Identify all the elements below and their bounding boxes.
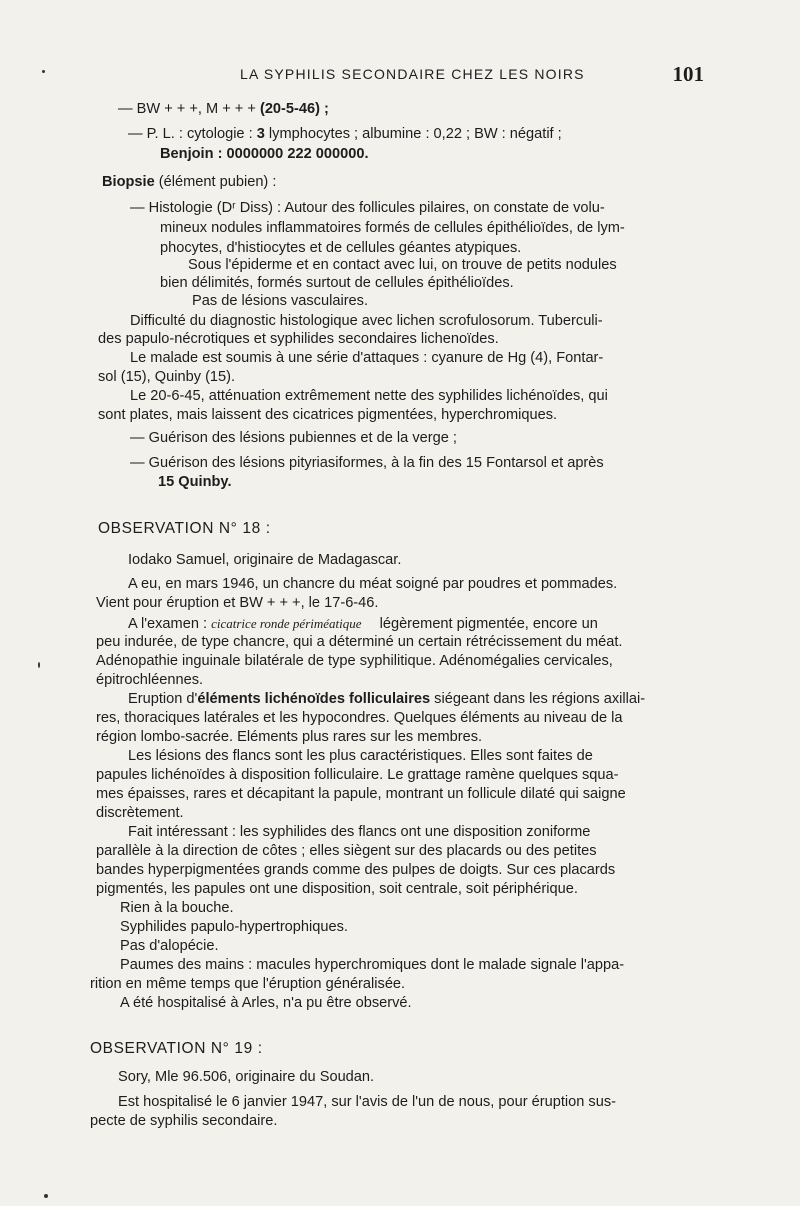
histo-line: mineux nodules inflammatoires formés de cellules épithélioïdes, de lym-: [160, 220, 625, 236]
body-line: — Guérison des lésions pityriasiformes, à la fin des 15 Fontarsol et après: [130, 455, 604, 471]
obs18-line: Les lésions des flancs sont les plus caractéristiques. Elles sont faites de: [128, 748, 593, 764]
obs18-line: mes épaisses, rares et décapitant la papule, montrant un follicule dilaté qui saigne: [96, 786, 626, 802]
obs18-line: Pas d'alopécie.: [120, 938, 219, 954]
body-line: Le malade est soumis à une série d'attaques : cyanure de Hg (4), Fontar-: [130, 350, 604, 366]
obs18-line: pigmentés, les papules ont une disposition, soit centrale, soit périphérique.: [96, 881, 578, 897]
histo-line: — Histologie (Dʳ Diss) : Autour des follicules pilaires, on constate de volu-: [130, 200, 605, 216]
obs18-line: Rien à la bouche.: [120, 900, 234, 916]
observation-18-heading: OBSERVATION N° 18 :: [98, 520, 271, 537]
obs18-line: Vient pour éruption et BW + + +, le 17-6-46.: [96, 595, 379, 611]
obs18-line: A eu, en mars 1946, un chancre du méat soigné par poudres et pommades.: [128, 576, 618, 592]
obs18-line: Paumes des mains : macules hyperchromiques dont le malade signale l'appa-: [120, 957, 625, 973]
obs19-line: Est hospitalisé le 6 janvier 1947, sur l'avis de l'un de nous, pour éruption sus-: [118, 1094, 616, 1110]
obs18-line: Fait intéressant : les syphilides des flancs ont une disposition zoniforme: [128, 824, 591, 840]
histo-line: phocytes, d'histiocytes et de cellules géantes atypiques.: [160, 240, 522, 256]
scan-speck: [44, 1194, 48, 1198]
scan-speck: [42, 70, 45, 73]
running-head: LA SYPHILIS SECONDAIRE CHEZ LES NOIRS: [240, 66, 585, 82]
obs18-line: papules lichénoïdes à disposition folliculaire. Le grattage ramène quelques squa-: [96, 767, 619, 783]
body-line: sol (15), Quinby (15).: [98, 369, 236, 385]
obs18-line: discrètement.: [96, 805, 184, 821]
bw-line: — BW + + +, M + + + (20-5-46) ;: [118, 101, 329, 117]
histo-line: Sous l'épiderme et en contact avec lui, on trouve de petits nodules: [188, 257, 617, 273]
observation-19-heading: OBSERVATION N° 19 :: [90, 1040, 263, 1057]
body-line: Difficulté du diagnostic histologique avec lichen scrofulosorum. Tuberculi-: [130, 313, 603, 329]
obs18-line: Eruption d'éléments lichénoïdes folliculaires siégeant dans les régions axillai-: [128, 691, 646, 707]
page-number: 101: [672, 62, 704, 86]
obs19-line: pecte de syphilis secondaire.: [90, 1113, 278, 1129]
body-line: — Guérison des lésions pubiennes et de la verge ;: [130, 430, 457, 446]
histo-line: bien délimités, formés surtout de cellules épithélioïdes.: [160, 275, 514, 291]
scan-speck: [38, 662, 40, 668]
obs19-line: Sory, Mle 96.506, originaire du Soudan.: [118, 1069, 375, 1085]
obs18-line: peu indurée, de type chancre, qui a déterminé un certain rétrécissement du méat.: [96, 634, 623, 650]
bold-phrase: éléments lichénoïdes folliculaires: [197, 691, 431, 707]
obs18-line: épitrochléennes.: [96, 672, 204, 688]
obs18-line: res, thoraciques latérales et les hypocondres. Quelques éléments au niveau de la: [96, 710, 623, 726]
obs18-line: Iodako Samuel, originaire de Madagascar.: [128, 552, 402, 568]
obs18-line: Syphilides papulo-hypertrophiques.: [120, 919, 348, 935]
body-line: 15 Quinby.: [158, 474, 232, 490]
histo-line: Pas de lésions vasculaires.: [192, 293, 369, 309]
obs18-line: rition en même temps que l'éruption généralisée.: [90, 976, 406, 992]
obs18-line: A été hospitalisé à Arles, n'a pu être observé.: [120, 995, 412, 1011]
obs18-line: parallèle à la direction de côtes ; elles siègent sur des placards ou des petites: [96, 843, 597, 859]
obs18-line: région lombo-sacrée. Eléments plus rares sur les membres.: [96, 729, 483, 745]
obs18-line: A l'examen : cicatrice ronde périméatique légèrement pigmentée, encore un: [128, 616, 598, 632]
body-line: des papulo-nécrotiques et syphilides secondaires lichenoïdes.: [98, 331, 499, 347]
body-line: Le 20-6-45, atténuation extrêmement nette des syphilides lichénoïdes, qui: [130, 388, 608, 404]
obs18-line: Adénopathie inguinale bilatérale de type syphilitique. Adénomégalies cervicales,: [96, 653, 613, 669]
italic-phrase: cicatrice ronde périméatique: [211, 616, 362, 631]
body-line: sont plates, mais laissent des cicatrices pigmentées, hyperchromiques.: [98, 407, 558, 423]
pl-line: — P. L. : cytologie : 3 lymphocytes ; albumine : 0,22 ; BW : négatif ;: [128, 126, 562, 142]
obs18-line: bandes hyperpigmentées grands comme des pulpes de doigts. Sur ces placards: [96, 862, 616, 878]
biopsie-heading: Biopsie (élément pubien) :: [102, 174, 277, 190]
benjoin-line: Benjoin : 0000000 222 000000.: [160, 146, 369, 162]
